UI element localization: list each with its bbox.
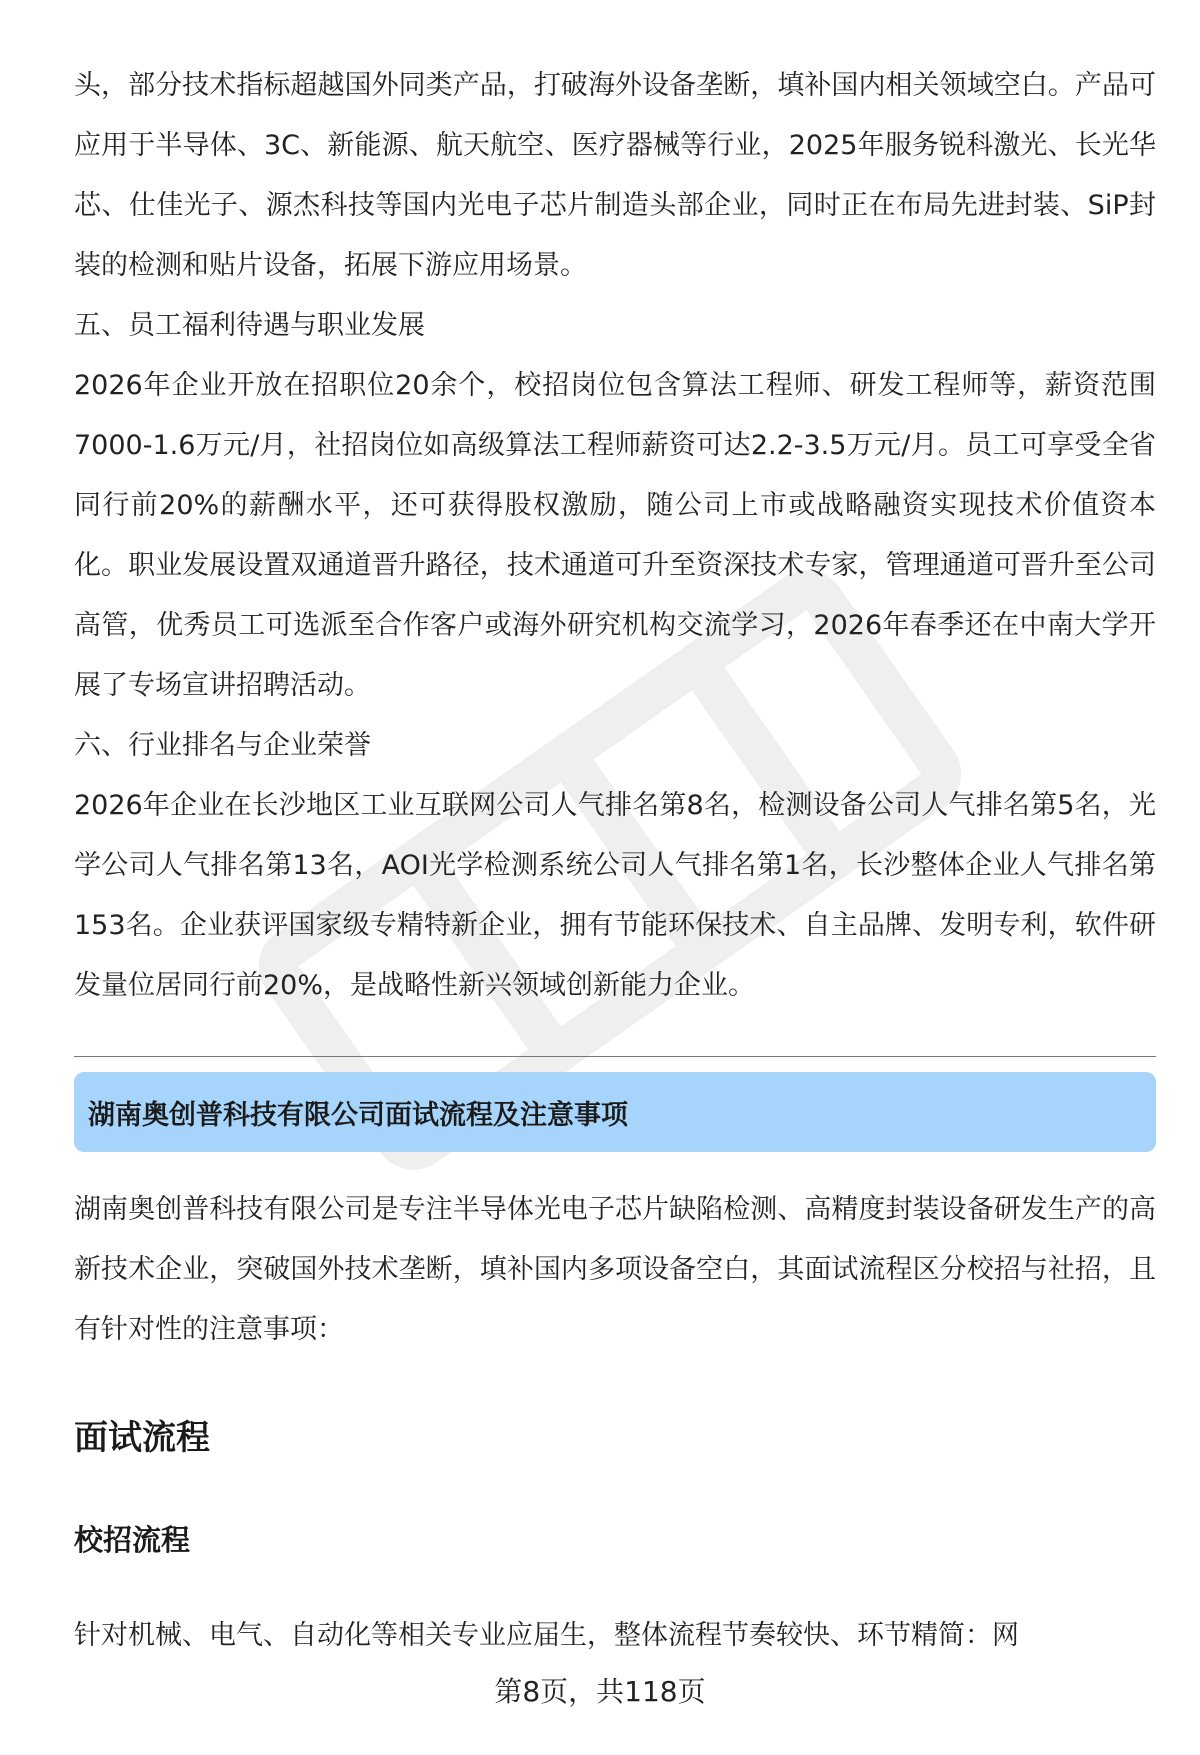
- paragraph-ranking: 2026年企业在长沙地区工业互联网公司人气排名第8名，检测设备公司人气排名第5名，光学公司人气排名第13名，AOI光学检测系统公司人气排名第1名，长沙整体企业人气排名第153名。企业获评国家级专精特新企业，拥有节能环保技术、自主品牌、发明专利，软件研发量位居同行前20%，是战略性新兴领域创新能力企业。: [74, 790, 1156, 1001]
- intro-block: [74, 1180, 1156, 1360]
- section-banner: [74, 1072, 1156, 1152]
- interview-heading: 面试流程: [74, 1418, 210, 1458]
- paragraph-products: 头，部分技术指标超越国外同类产品，打破海外设备垄断，填补国内相关领域空白。产品可应用于半导体、3C、新能源、航天航空、医疗器械等行业，2025年服务锐科激光、长光华芯、仕佳光子、源杰科技等国内光电子芯片制造头部企业，同时正在布局先进封装、SiP封装的检测和贴片设备，拓展下游应用场景。: [74, 70, 1156, 281]
- paragraph-welfare: 2026年企业开放在招职位20余个，校招岗位包含算法工程师、研发工程师等，薪资范围7000-1.6万元/月，社招岗位如高级算法工程师薪资可达2.2-3.5万元/月。员工可享受全省同行前20%的薪酬水平，还可获得股权激励，随公司上市或战略融资实现技术价值资本化。职业发展设置双通道晋升路径，技术通道可升至资深技术专家，管理通道可晋升至公司高管，优秀员工可选派至合作客户或海外研究机构交流学习，2026年春季还在中南大学开展了专场宣讲招聘活动。: [74, 370, 1156, 701]
- body-text: [74, 56, 1156, 1016]
- intro-paragraph: 湖南奥创普科技有限公司是专注半导体光电子芯片缺陷检测、高精度封装设备研发生产的高新技术企业，突破国外技术垄断，填补国内多项设备空白，其面试流程区分校招与社招，且有针对性的注意事项：: [74, 1194, 1156, 1345]
- section-heading-ranking: 六、行业排名与企业荣誉: [74, 730, 371, 761]
- campus-paragraph: 针对机械、电气、自动化等相关专业应届生，整体流程节奏较快、环节精简：网: [74, 1620, 1019, 1651]
- section-heading-welfare: 五、员工福利待遇与职业发展: [74, 310, 425, 341]
- page-number: 第8页，共118页: [494, 1675, 706, 1708]
- banner-title: 湖南奥创普科技有限公司面试流程及注意事项: [88, 1099, 628, 1131]
- section-divider: [74, 1056, 1156, 1057]
- campus-block: [74, 1606, 1156, 1666]
- campus-subheading: 校招流程: [74, 1523, 191, 1557]
